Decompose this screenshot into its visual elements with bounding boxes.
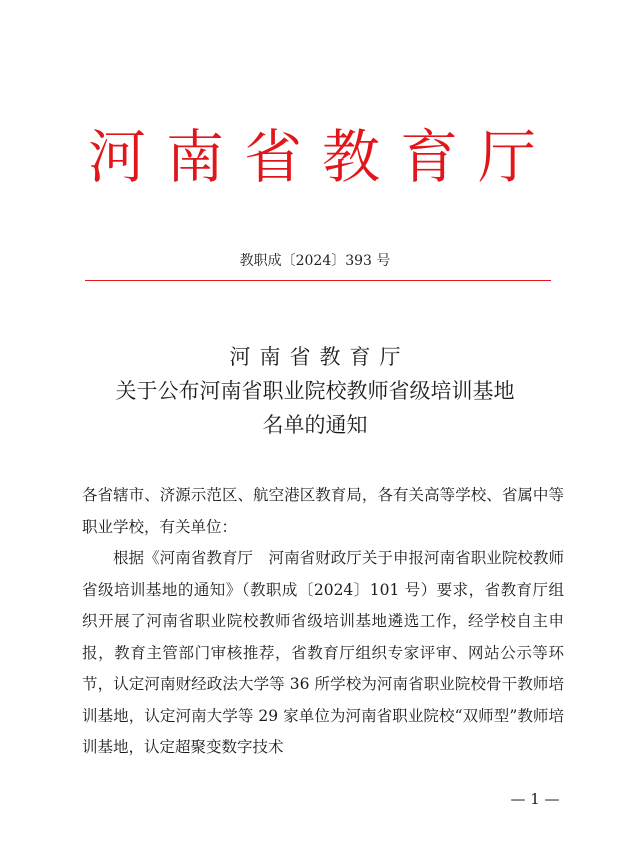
issuer-header-title: 河南省教育厅 xyxy=(87,123,556,191)
notice-title-line: 关于公布河南省职业院校教师省级培训基地 xyxy=(115,379,515,403)
notice-title-line: 名单的通知 xyxy=(262,413,368,437)
red-divider-line xyxy=(85,280,551,281)
notice-title xyxy=(0,340,630,442)
body-paragraph: 根据《河南省教育厅 河南省财政厅关于申报河南省职业院校教师省级培训基地的通知》（教职成〔2024〕101 号）要求，省教育厅组织开展了河南省职业院校教师省级培训基地遴选工作，经学校自主申报，教育主管部门审核推荐，省教育厅组织专家评审、网站公示等环节，认定河南财经政法大学等 36 所学校为河南省职业院校骨干教师培训基地，认定河南大学等 29 家单位为河南省职业院校“双师型”教师培训基地，认定超聚变数字技术 xyxy=(82,549,564,756)
notice-title-issuer: 河南省教育厅 xyxy=(229,345,410,369)
salutation: 各省辖市、济源示范区、航空港区教育局，各有关高等学校、省属中等职业学校，有关单位： xyxy=(82,486,564,536)
notice-body xyxy=(82,480,564,764)
page-number: — 1 — xyxy=(510,790,560,808)
document-number: 教职成〔2024〕393 号 xyxy=(239,253,391,269)
